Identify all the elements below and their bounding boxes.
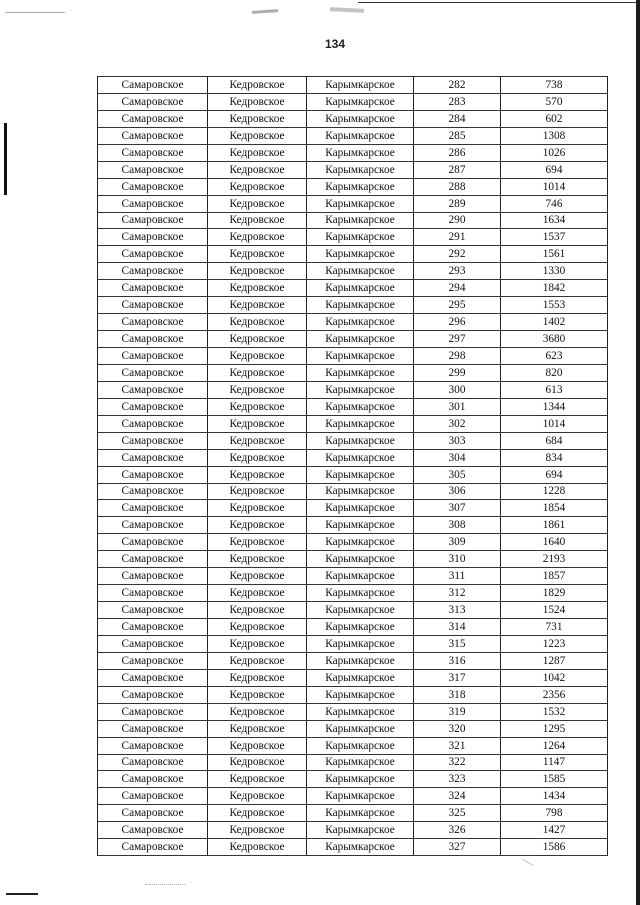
area-cell: 570 [501,93,608,110]
scan-smudge [5,12,65,13]
area-cell: 1287 [501,652,608,669]
table-row [98,432,608,449]
quarter-cell: 325 [414,805,501,822]
quarter-cell: 303 [414,432,501,449]
settlement-cell: Самаровское [98,737,208,754]
settlement-cell: Самаровское [98,212,208,229]
table-row [98,635,608,652]
forestry-cell: Карымкарское [307,246,414,263]
area-cell: 1308 [501,127,608,144]
settlement-cell: Самаровское [98,500,208,517]
area-cell: 1330 [501,263,608,280]
district-cell: Кедровское [208,737,307,754]
table-row [98,703,608,720]
table-row [98,602,608,619]
settlement-cell: Самаровское [98,466,208,483]
quarter-cell: 323 [414,771,501,788]
settlement-cell: Самаровское [98,77,208,94]
forestry-cell: Карымкарское [307,703,414,720]
area-cell: 1228 [501,483,608,500]
quarter-cell: 283 [414,93,501,110]
district-cell: Кедровское [208,483,307,500]
table-row [98,534,608,551]
quarter-cell: 312 [414,585,501,602]
district-cell: Кедровское [208,839,307,856]
settlement-cell: Самаровское [98,805,208,822]
forestry-cell: Карымкарское [307,280,414,297]
forestry-cell: Карымкарское [307,93,414,110]
forestry-cell: Карымкарское [307,263,414,280]
quarter-cell: 296 [414,314,501,331]
settlement-cell: Самаровское [98,635,208,652]
quarter-cell: 292 [414,246,501,263]
table-row [98,483,608,500]
area-cell: 694 [501,161,608,178]
forestry-cell: Карымкарское [307,398,414,415]
area-cell: 746 [501,195,608,212]
forestry-cell: Карымкарское [307,568,414,585]
area-cell: 834 [501,449,608,466]
area-cell: 1532 [501,703,608,720]
quarter-cell: 320 [414,720,501,737]
table-row [98,805,608,822]
area-cell: 1861 [501,517,608,534]
district-cell: Кедровское [208,619,307,636]
settlement-cell: Самаровское [98,686,208,703]
forestry-cell: Карымкарское [307,364,414,381]
area-cell: 623 [501,348,608,365]
table-row [98,585,608,602]
quarter-cell: 319 [414,703,501,720]
table-row [98,822,608,839]
table-row [98,314,608,331]
district-cell: Кедровское [208,195,307,212]
quarter-cell: 301 [414,398,501,415]
area-cell: 1295 [501,720,608,737]
forestry-cell: Карымкарское [307,77,414,94]
quarter-cell: 310 [414,551,501,568]
district-cell: Кедровское [208,178,307,195]
table-row [98,110,608,127]
area-cell: 3680 [501,331,608,348]
district-cell: Кедровское [208,500,307,517]
area-cell: 820 [501,364,608,381]
forestry-cell: Карымкарское [307,178,414,195]
table-row [98,93,608,110]
scan-smudge [330,7,364,13]
settlement-cell: Самаровское [98,110,208,127]
table-row [98,144,608,161]
quarter-cell: 299 [414,364,501,381]
district-cell: Кедровское [208,432,307,449]
quarter-cell: 313 [414,602,501,619]
area-cell: 1223 [501,635,608,652]
forestry-cell: Карымкарское [307,212,414,229]
area-cell: 1857 [501,568,608,585]
district-cell: Кедровское [208,229,307,246]
forestry-cell: Карымкарское [307,602,414,619]
district-cell: Кедровское [208,517,307,534]
scan-top-rule [358,2,640,3]
table-row [98,212,608,229]
settlement-cell: Самаровское [98,568,208,585]
district-cell: Кедровское [208,805,307,822]
settlement-cell: Самаровское [98,263,208,280]
table-row [98,331,608,348]
district-cell: Кедровское [208,280,307,297]
forestry-cell: Карымкарское [307,771,414,788]
district-cell: Кедровское [208,449,307,466]
quarter-cell: 293 [414,263,501,280]
area-cell: 1585 [501,771,608,788]
district-cell: Кедровское [208,652,307,669]
forestry-cell: Карымкарское [307,432,414,449]
settlement-cell: Самаровское [98,585,208,602]
quarter-cell: 314 [414,619,501,636]
table-row [98,77,608,94]
quarter-cell: 289 [414,195,501,212]
quarter-cell: 305 [414,466,501,483]
page-number-text: 134 [325,37,346,51]
district-cell: Кедровское [208,381,307,398]
scan-bottom-rule [6,893,38,895]
settlement-cell: Самаровское [98,703,208,720]
district-cell: Кедровское [208,144,307,161]
settlement-cell: Самаровское [98,398,208,415]
quarter-cell: 327 [414,839,501,856]
table-row [98,280,608,297]
area-cell: 731 [501,619,608,636]
district-cell: Кедровское [208,602,307,619]
area-cell: 1042 [501,669,608,686]
settlement-cell: Самаровское [98,195,208,212]
forestry-cell: Карымкарское [307,466,414,483]
area-cell: 1344 [501,398,608,415]
district-cell: Кедровское [208,93,307,110]
data-table [97,76,608,856]
forestry-cell: Карымкарское [307,839,414,856]
settlement-cell: Самаровское [98,229,208,246]
area-cell: 798 [501,805,608,822]
forestry-cell: Карымкарское [307,669,414,686]
settlement-cell: Самаровское [98,754,208,771]
settlement-cell: Самаровское [98,178,208,195]
forestry-cell: Карымкарское [307,483,414,500]
quarter-cell: 316 [414,652,501,669]
quarter-cell: 284 [414,110,501,127]
table-row [98,161,608,178]
area-cell: 602 [501,110,608,127]
area-cell: 1427 [501,822,608,839]
settlement-cell: Самаровское [98,669,208,686]
scan-edge-mark [4,123,7,195]
district-cell: Кедровское [208,822,307,839]
table-row [98,788,608,805]
table-row [98,737,608,754]
settlement-cell: Самаровское [98,771,208,788]
forestry-cell: Карымкарское [307,449,414,466]
area-cell: 1634 [501,212,608,229]
settlement-cell: Самаровское [98,381,208,398]
quarter-cell: 315 [414,635,501,652]
district-cell: Кедровское [208,466,307,483]
table-body [98,77,608,856]
table-row [98,229,608,246]
forestry-cell: Карымкарское [307,788,414,805]
table-row [98,178,608,195]
area-cell: 2356 [501,686,608,703]
table-row [98,348,608,365]
quarter-cell: 291 [414,229,501,246]
quarter-cell: 288 [414,178,501,195]
quarter-cell: 322 [414,754,501,771]
table-row [98,127,608,144]
area-cell: 1026 [501,144,608,161]
quarter-cell: 311 [414,568,501,585]
scan-bottom-dots [145,884,185,886]
district-cell: Кедровское [208,585,307,602]
table-row [98,839,608,856]
forestry-cell: Карымкарское [307,127,414,144]
district-cell: Кедровское [208,534,307,551]
forestry-cell: Карымкарское [307,314,414,331]
table-row [98,263,608,280]
forestry-cell: Карымкарское [307,517,414,534]
forestry-cell: Карымкарское [307,822,414,839]
settlement-cell: Самаровское [98,93,208,110]
quarter-cell: 304 [414,449,501,466]
settlement-cell: Самаровское [98,297,208,314]
area-cell: 1434 [501,788,608,805]
settlement-cell: Самаровское [98,161,208,178]
table-row [98,195,608,212]
quarter-cell: 290 [414,212,501,229]
table-row [98,771,608,788]
settlement-cell: Самаровское [98,364,208,381]
area-cell: 1829 [501,585,608,602]
area-cell: 1264 [501,737,608,754]
table-row [98,652,608,669]
forestry-cell: Карымкарское [307,805,414,822]
quarter-cell: 308 [414,517,501,534]
quarter-cell: 295 [414,297,501,314]
district-cell: Кедровское [208,297,307,314]
forestry-cell: Карымкарское [307,195,414,212]
area-cell: 684 [501,432,608,449]
forestry-cell: Карымкарское [307,635,414,652]
area-cell: 1537 [501,229,608,246]
settlement-cell: Самаровское [98,652,208,669]
area-cell: 1561 [501,246,608,263]
district-cell: Кедровское [208,703,307,720]
table-row [98,669,608,686]
district-cell: Кедровское [208,415,307,432]
table-row [98,619,608,636]
table-row [98,415,608,432]
district-cell: Кедровское [208,246,307,263]
area-cell: 1586 [501,839,608,856]
settlement-cell: Самаровское [98,619,208,636]
table-row [98,686,608,703]
district-cell: Кедровское [208,110,307,127]
table-row [98,381,608,398]
forestry-cell: Карымкарское [307,754,414,771]
quarter-cell: 287 [414,161,501,178]
table-row [98,449,608,466]
forestry-cell: Карымкарское [307,110,414,127]
settlement-cell: Самаровское [98,144,208,161]
forestry-cell: Карымкарское [307,686,414,703]
scan-edge-border [636,0,640,905]
district-cell: Кедровское [208,568,307,585]
district-cell: Кедровское [208,771,307,788]
forestry-cell: Карымкарское [307,331,414,348]
district-cell: Кедровское [208,348,307,365]
quarter-cell: 309 [414,534,501,551]
forestry-cell: Карымкарское [307,500,414,517]
settlement-cell: Самаровское [98,602,208,619]
settlement-cell: Самаровское [98,246,208,263]
settlement-cell: Самаровское [98,839,208,856]
forestry-cell: Карымкарское [307,161,414,178]
settlement-cell: Самаровское [98,720,208,737]
area-cell: 1842 [501,280,608,297]
district-cell: Кедровское [208,669,307,686]
table-row [98,500,608,517]
settlement-cell: Самаровское [98,314,208,331]
forestry-cell: Карымкарское [307,381,414,398]
forestry-cell: Карымкарское [307,229,414,246]
area-cell: 1640 [501,534,608,551]
district-cell: Кедровское [208,635,307,652]
table-row [98,551,608,568]
quarter-cell: 326 [414,822,501,839]
table-row [98,297,608,314]
district-cell: Кедровское [208,686,307,703]
district-cell: Кедровское [208,212,307,229]
area-cell: 738 [501,77,608,94]
district-cell: Кедровское [208,331,307,348]
area-cell: 1524 [501,602,608,619]
forestry-cell: Карымкарское [307,144,414,161]
quarter-cell: 302 [414,415,501,432]
area-cell: 1402 [501,314,608,331]
table-row [98,466,608,483]
settlement-cell: Самаровское [98,432,208,449]
area-cell: 1014 [501,415,608,432]
forestry-cell: Карымкарское [307,534,414,551]
settlement-cell: Самаровское [98,331,208,348]
forestry-cell: Карымкарское [307,652,414,669]
quarter-cell: 324 [414,788,501,805]
settlement-cell: Самаровское [98,822,208,839]
area-cell: 2193 [501,551,608,568]
quarter-cell: 321 [414,737,501,754]
table-row [98,720,608,737]
settlement-cell: Самаровское [98,280,208,297]
quarter-cell: 298 [414,348,501,365]
quarter-cell: 286 [414,144,501,161]
area-cell: 694 [501,466,608,483]
table-row [98,568,608,585]
quarter-cell: 317 [414,669,501,686]
settlement-cell: Самаровское [98,517,208,534]
table-row [98,246,608,263]
quarter-cell: 282 [414,77,501,94]
forestry-cell: Карымкарское [307,737,414,754]
settlement-cell: Самаровское [98,483,208,500]
district-cell: Кедровское [208,364,307,381]
area-cell: 1014 [501,178,608,195]
district-cell: Кедровское [208,77,307,94]
settlement-cell: Самаровское [98,127,208,144]
settlement-cell: Самаровское [98,788,208,805]
scan-artifacts-top [0,0,640,30]
scan-bottom-mark [523,859,534,866]
table-row [98,398,608,415]
settlement-cell: Самаровское [98,348,208,365]
district-cell: Кедровское [208,788,307,805]
district-cell: Кедровское [208,161,307,178]
area-cell: 1147 [501,754,608,771]
forestry-cell: Карымкарское [307,619,414,636]
forestry-cell: Карымкарское [307,415,414,432]
district-cell: Кедровское [208,127,307,144]
table-row [98,364,608,381]
forestry-cell: Карымкарское [307,348,414,365]
quarter-cell: 307 [414,500,501,517]
settlement-cell: Самаровское [98,551,208,568]
settlement-cell: Самаровское [98,449,208,466]
district-cell: Кедровское [208,398,307,415]
quarter-cell: 285 [414,127,501,144]
settlement-cell: Самаровское [98,534,208,551]
district-cell: Кедровское [208,314,307,331]
forestry-cell: Карымкарское [307,585,414,602]
forestry-cell: Карымкарское [307,551,414,568]
quarter-cell: 294 [414,280,501,297]
district-cell: Кедровское [208,720,307,737]
table-row [98,517,608,534]
district-cell: Кедровское [208,263,307,280]
area-cell: 613 [501,381,608,398]
quarter-cell: 300 [414,381,501,398]
district-cell: Кедровское [208,551,307,568]
quarter-cell: 306 [414,483,501,500]
area-cell: 1854 [501,500,608,517]
forestry-cell: Карымкарское [307,297,414,314]
forestry-cell: Карымкарское [307,720,414,737]
scan-smudge [252,9,278,14]
settlement-cell: Самаровское [98,415,208,432]
table-row [98,754,608,771]
quarter-cell: 297 [414,331,501,348]
quarter-cell: 318 [414,686,501,703]
area-cell: 1553 [501,297,608,314]
district-cell: Кедровское [208,754,307,771]
